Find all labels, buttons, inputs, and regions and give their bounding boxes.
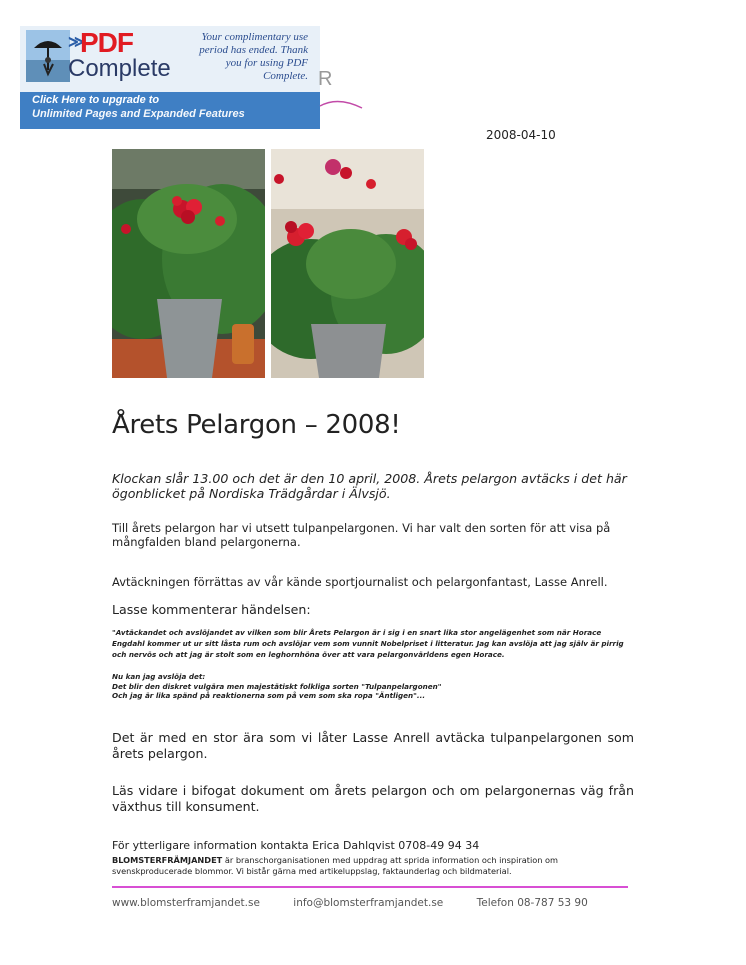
pelargonium-photo-2 xyxy=(271,149,424,378)
upgrade-line-1[interactable]: Click Here to upgrade to xyxy=(32,94,160,106)
banner-brand-bottom: Complete xyxy=(68,55,171,82)
footer-phone: Telefon 08-787 53 90 xyxy=(476,897,588,909)
upgrade-line-2[interactable]: Unlimited Pages and Expanded Features xyxy=(32,108,245,120)
footer-divider xyxy=(112,886,628,888)
paragraph-3: Lasse kommenterar händelsen: xyxy=(112,602,311,617)
paragraph-1: Till årets pelargon har vi utsett tulpanpelargonen. Vi har valt den sorten för att visa på mångfalden bland pelargonerna. xyxy=(112,521,611,549)
paragraph-4: Det är med en stor ära som vi låter Lasse Anrell avtäcka tulpanpelargonen som årets pelargon. xyxy=(112,730,634,761)
footer-email-link[interactable]: info@blomsterframjandet.se xyxy=(293,897,444,909)
logo-swoosh-icon xyxy=(318,92,368,112)
quote-paragraph-2 xyxy=(112,672,634,701)
paragraph-2: Avtäckningen förrättas av vår kände sportjournalist och pelargonfantast, Lasse Anrell. xyxy=(112,575,608,589)
quote-line: Nu kan jag avslöja det: xyxy=(112,672,206,681)
upgrade-link[interactable] xyxy=(32,93,245,121)
pdf-complete-banner[interactable] xyxy=(20,26,320,129)
banner-message: Your complimentary use period has ended. Thank you for using PDF Complete. xyxy=(199,31,308,82)
organization-text: är branschorganisationen med uppdrag att sprida information och inspiration om svenskproducerade blommor. Vi bistår gärna med artikeluppslag, faktaunderlag och bildmaterial. xyxy=(112,855,559,876)
quote-line: Det blir den diskret vulgära men majestätiskt folkliga sorten "Tulpanpelargonen" xyxy=(112,681,442,691)
umbrella-man-icon xyxy=(26,30,70,82)
paragraph-5: Läs vidare i bifogat dokument om årets pelargon och om pelargonernas väg från växthus till konsument. xyxy=(112,783,634,814)
pdf-chevron-icon: ≫ xyxy=(68,34,85,51)
contact-line: För ytterligare information kontakta Erica Dahlqvist 0708-49 94 34 xyxy=(112,839,480,852)
footer-website-link[interactable]: www.blomsterframjandet.se xyxy=(112,897,260,909)
organization-description xyxy=(112,855,632,877)
document-date: 2008-04-10 xyxy=(486,128,556,142)
quote-paragraph-1: "Avtäckandet och avslöjandet av vilken som blir Årets Pelargon är i sig i en snart lika stor angelägenhet som när Horace Engdahl kommer ut ur sitt låsta rum och avslöjar vem som vunnit Nobelpriset i litteratur. Jag kan avslöja att jag själv är pirrig och nervös och att jag är stolt som en leghornhöna över att vara pelargonvärldens egen Horace. xyxy=(112,628,624,659)
banner-brand-top: PDF xyxy=(80,27,133,58)
page-title: Årets Pelargon – 2008! xyxy=(112,410,401,440)
pelargonium-photo-1 xyxy=(112,149,265,378)
lead-paragraph: Klockan slår 13.00 och det är den 10 april, 2008. Årets pelargon avtäcks i det här ögonblicket på Nordiska Trädgårdar i Älvsjö. xyxy=(112,471,627,501)
quote-line: Och jag är lika spänd på reaktionerna som på vem som ska ropa "Äntligen"... xyxy=(112,691,426,700)
footer xyxy=(112,897,618,909)
organization-name: BLOMSTERFRÄMJANDET xyxy=(112,855,223,865)
logo-letter: R xyxy=(318,68,333,90)
